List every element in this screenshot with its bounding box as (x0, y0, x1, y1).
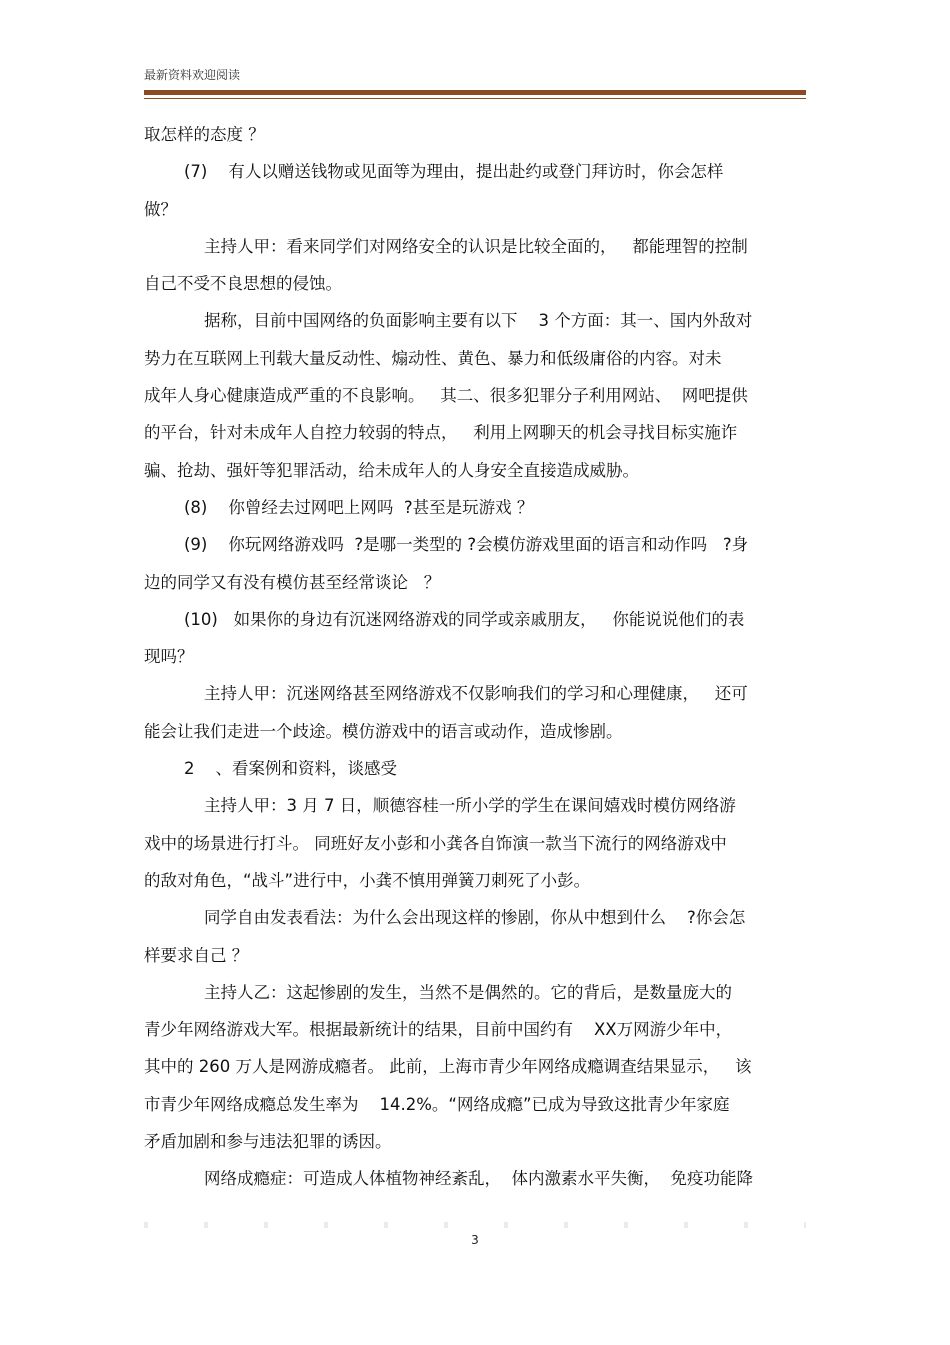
header-rule-thick (144, 90, 806, 95)
text-line: 戏中的场景进行打斗。 同班好友小彭和小龚各自饰演一款当下流行的网络游戏中 (144, 833, 727, 853)
text-line: 市青少年网络成瘾总发生率为 14.2%。“网络成瘾”已成为导致这批青少年家庭 (144, 1094, 730, 1114)
text-line: 的平台，针对未成年人自控力较弱的特点， 利用上网聊天的机会寻找目标实施诈 (144, 423, 738, 443)
text-line: 样要求自己 ？ (144, 945, 249, 965)
text-line: 主持人乙：这起惨剧的发生，当然不是偶然的。它的背后，是数量庞大的 (204, 982, 732, 1002)
page-number: 3 (471, 1233, 479, 1247)
text-line: 主持人甲：沉迷网络甚至网络游戏不仅影响我们的学习和心理健康， 还可 (204, 684, 748, 704)
header-rule-thin (144, 98, 806, 99)
text-line: 矛盾加剧和参与违法犯罪的诱因。 (144, 1132, 392, 1152)
text-line: (9) 你玩网络游戏吗 ?是哪一类型的 ?会模仿游戏里面的语言和动作吗 ?身 (184, 535, 749, 555)
text-line: 网络成瘾症：可造成人体植物神经紊乱， 体内激素水平失衡， 免疫功能降 (204, 1169, 753, 1189)
text-line: 主持人甲：3 月 7 日，顺德容桂一所小学的学生在课间嬉戏时模仿网络游 (204, 796, 736, 816)
text-line: 2 、看案例和资料，谈感受 (184, 759, 397, 779)
text-line: 据称，目前中国网络的负面影响主要有以下 3 个方面：其一、国内外敌对 (204, 311, 753, 331)
header-title: 最新资料欢迎阅读 (144, 68, 241, 82)
text-line: 边的同学又有没有模仿甚至经常谈论 ？ (144, 572, 441, 592)
cut-off-text-remnant (144, 1222, 806, 1228)
text-line: 骗、抢劫、强奸等犯罪活动，给未成年人的人身安全直接造成威胁。 (144, 460, 639, 480)
text-line: 势力在互联网上刊载大量反动性、煽动性、黄色、暴力和低级庸俗的内容。对未 (144, 348, 722, 368)
document-body (144, 122, 806, 1204)
text-line: 自己不受不良思想的侵蚀。 (144, 274, 342, 294)
text-line: 同学自由发表看法：为什么会出现这样的惨剧，你从中想到什么 ?你会怎 (204, 908, 746, 928)
text-line: 现吗？ (144, 647, 194, 667)
text-line: (8) 你曾经去过网吧上网吗 ?甚至是玩游戏 ？ (184, 497, 534, 517)
text-line: 成年人身心健康造成严重的不良影响。 其二、很多犯罪分子利用网站、 网吧提供 (144, 386, 748, 406)
text-line: (10) 如果你的身边有沉迷网络游戏的同学或亲戚朋友， 你能说说他们的表 (184, 609, 745, 629)
text-line: 主持人甲：看来同学们对网络安全的认识是比较全面的， 都能理智的控制 (204, 236, 748, 256)
text-line: 做？ (144, 199, 177, 219)
text-line: (7) 有人以赠送钱物或见面等为理由，提出赴约或登门拜访时，你会怎样 (184, 162, 724, 182)
text-line: 取怎样的态度 ？ (144, 125, 265, 144)
text-line: 青少年网络游戏大军。根据最新统计的结果，目前中国约有 XX万网游少年中， (144, 1020, 733, 1040)
text-line: 的敌对角色，“战斗”进行中，小龚不慎用弹簧刀刺死了小彭。 (144, 870, 591, 890)
text-line: 其中的 260 万人是网游成瘾者。 此前，上海市青少年网络成瘾调查结果显示， 该 (144, 1057, 752, 1077)
text-line: 能会让我们走进一个歧途。模仿游戏中的语言或动作，造成惨剧。 (144, 721, 623, 741)
